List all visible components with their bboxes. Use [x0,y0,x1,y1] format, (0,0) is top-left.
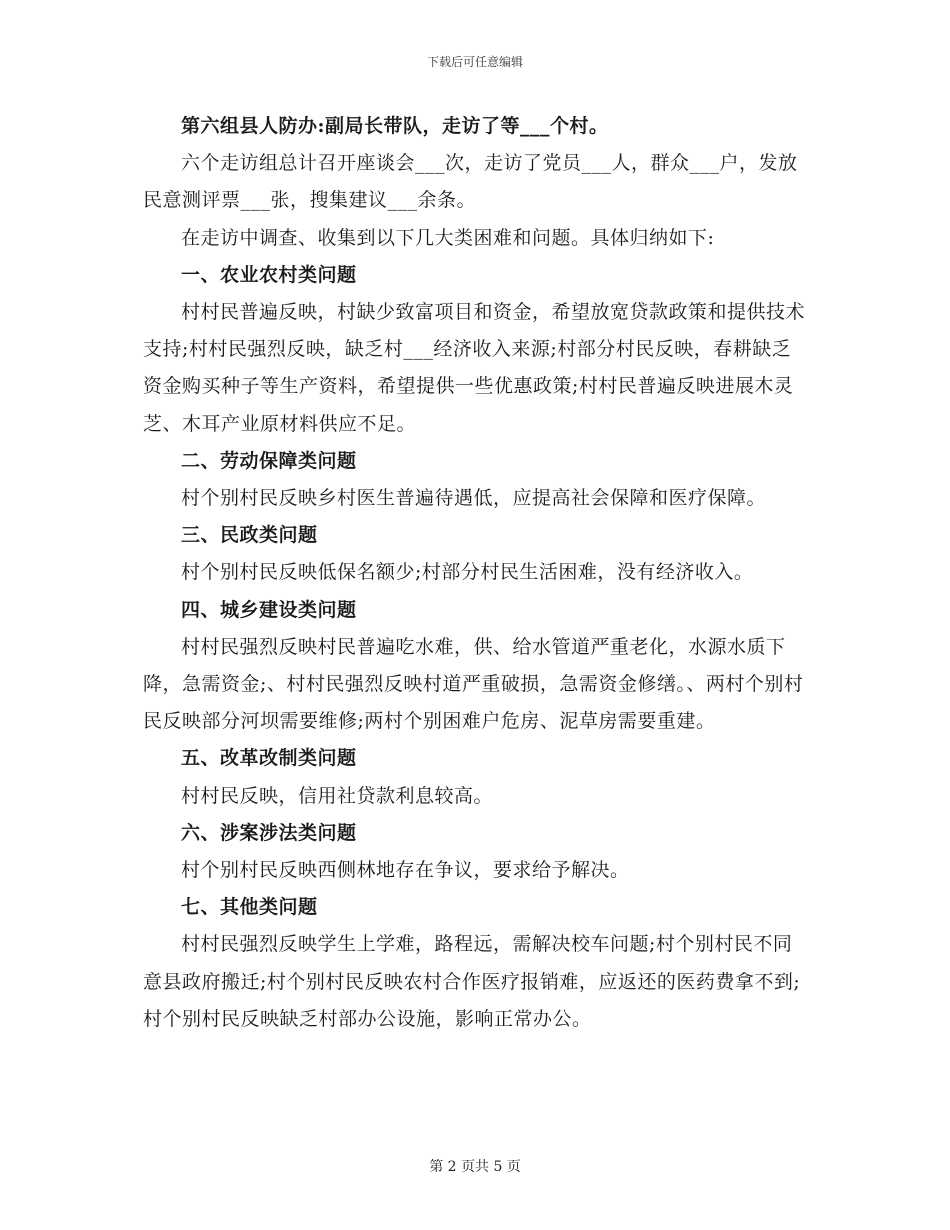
section-heading: 五、改革改制类问题 [181,747,357,770]
page-footer: 第 2 页共 5 页 [429,1159,521,1175]
body-paragraph: 六个走访组总计召开座谈会___次，走访了党员___人，群众___户，发放民意测评票___张，搜集建议___余条。 [143,152,798,212]
page-header: 下载后可任意编辑 [426,55,523,69]
section-heading: 七、其他类问题 [181,896,318,919]
section-heading: 一、农业农村类问题 [181,263,357,286]
body-paragraph: 村个别村民反映西侧林地存在争议，要求给予解决。 [181,859,630,882]
section-heading: 四、城乡建设类问题 [181,598,357,621]
body-paragraph: 村个别村民反映乡村医生普遍待遇低，应提高社会保障和医疗保障。 [181,487,767,510]
section-heading: 三、民政类问题 [181,524,318,547]
section-heading: 二、劳动保障类问题 [181,449,357,472]
body-paragraph: 村村民强烈反映村民普遍吃水难，供、给水管道严重老化，水源水质下降，急需资金;、村村民强烈反映村道严重破损，急需资金修缮。、两村个别村民反映部分河坝需要维修;两村个别困难户危房、泥草房需要重建。 [143,635,804,733]
section-heading: 六、涉案涉法类问题 [181,821,357,844]
body-paragraph: 村村民强烈反映学生上学难，路程远，需解决校车问题;村个别村民不同意县政府搬迁;村个别村民反映农村合作医疗报销难，应返还的医药费拿不到;村个别村民反映缺乏村部办公设施，影响正常办公。 [143,933,801,1030]
body-paragraph: 村村民反映，信用社贷款利息较高。 [181,784,494,807]
body-paragraph: 村个别村民反映低保名额少;村部分村民生活困难，没有经济收入。 [181,561,754,584]
section-heading: 第六组县人防办:副局长带队，走访了等___个村。 [181,115,609,137]
body-paragraph: 村村民普遍反映，村缺少致富项目和资金，希望放宽贷款政策和提供技术支持;村村民强烈反映，缺乏村___经济收入来源;村部分村民反映，春耕缺乏资金购买种子等生产资料，希望提供一些优惠政策;村村民普遍反映进展木灵芝、木耳产业原材料供应不足。 [143,301,806,435]
body-paragraph: 在走访中调查、收集到以下几大类困难和问题。具体归纳如下: [181,226,715,249]
document-body [143,108,807,1038]
